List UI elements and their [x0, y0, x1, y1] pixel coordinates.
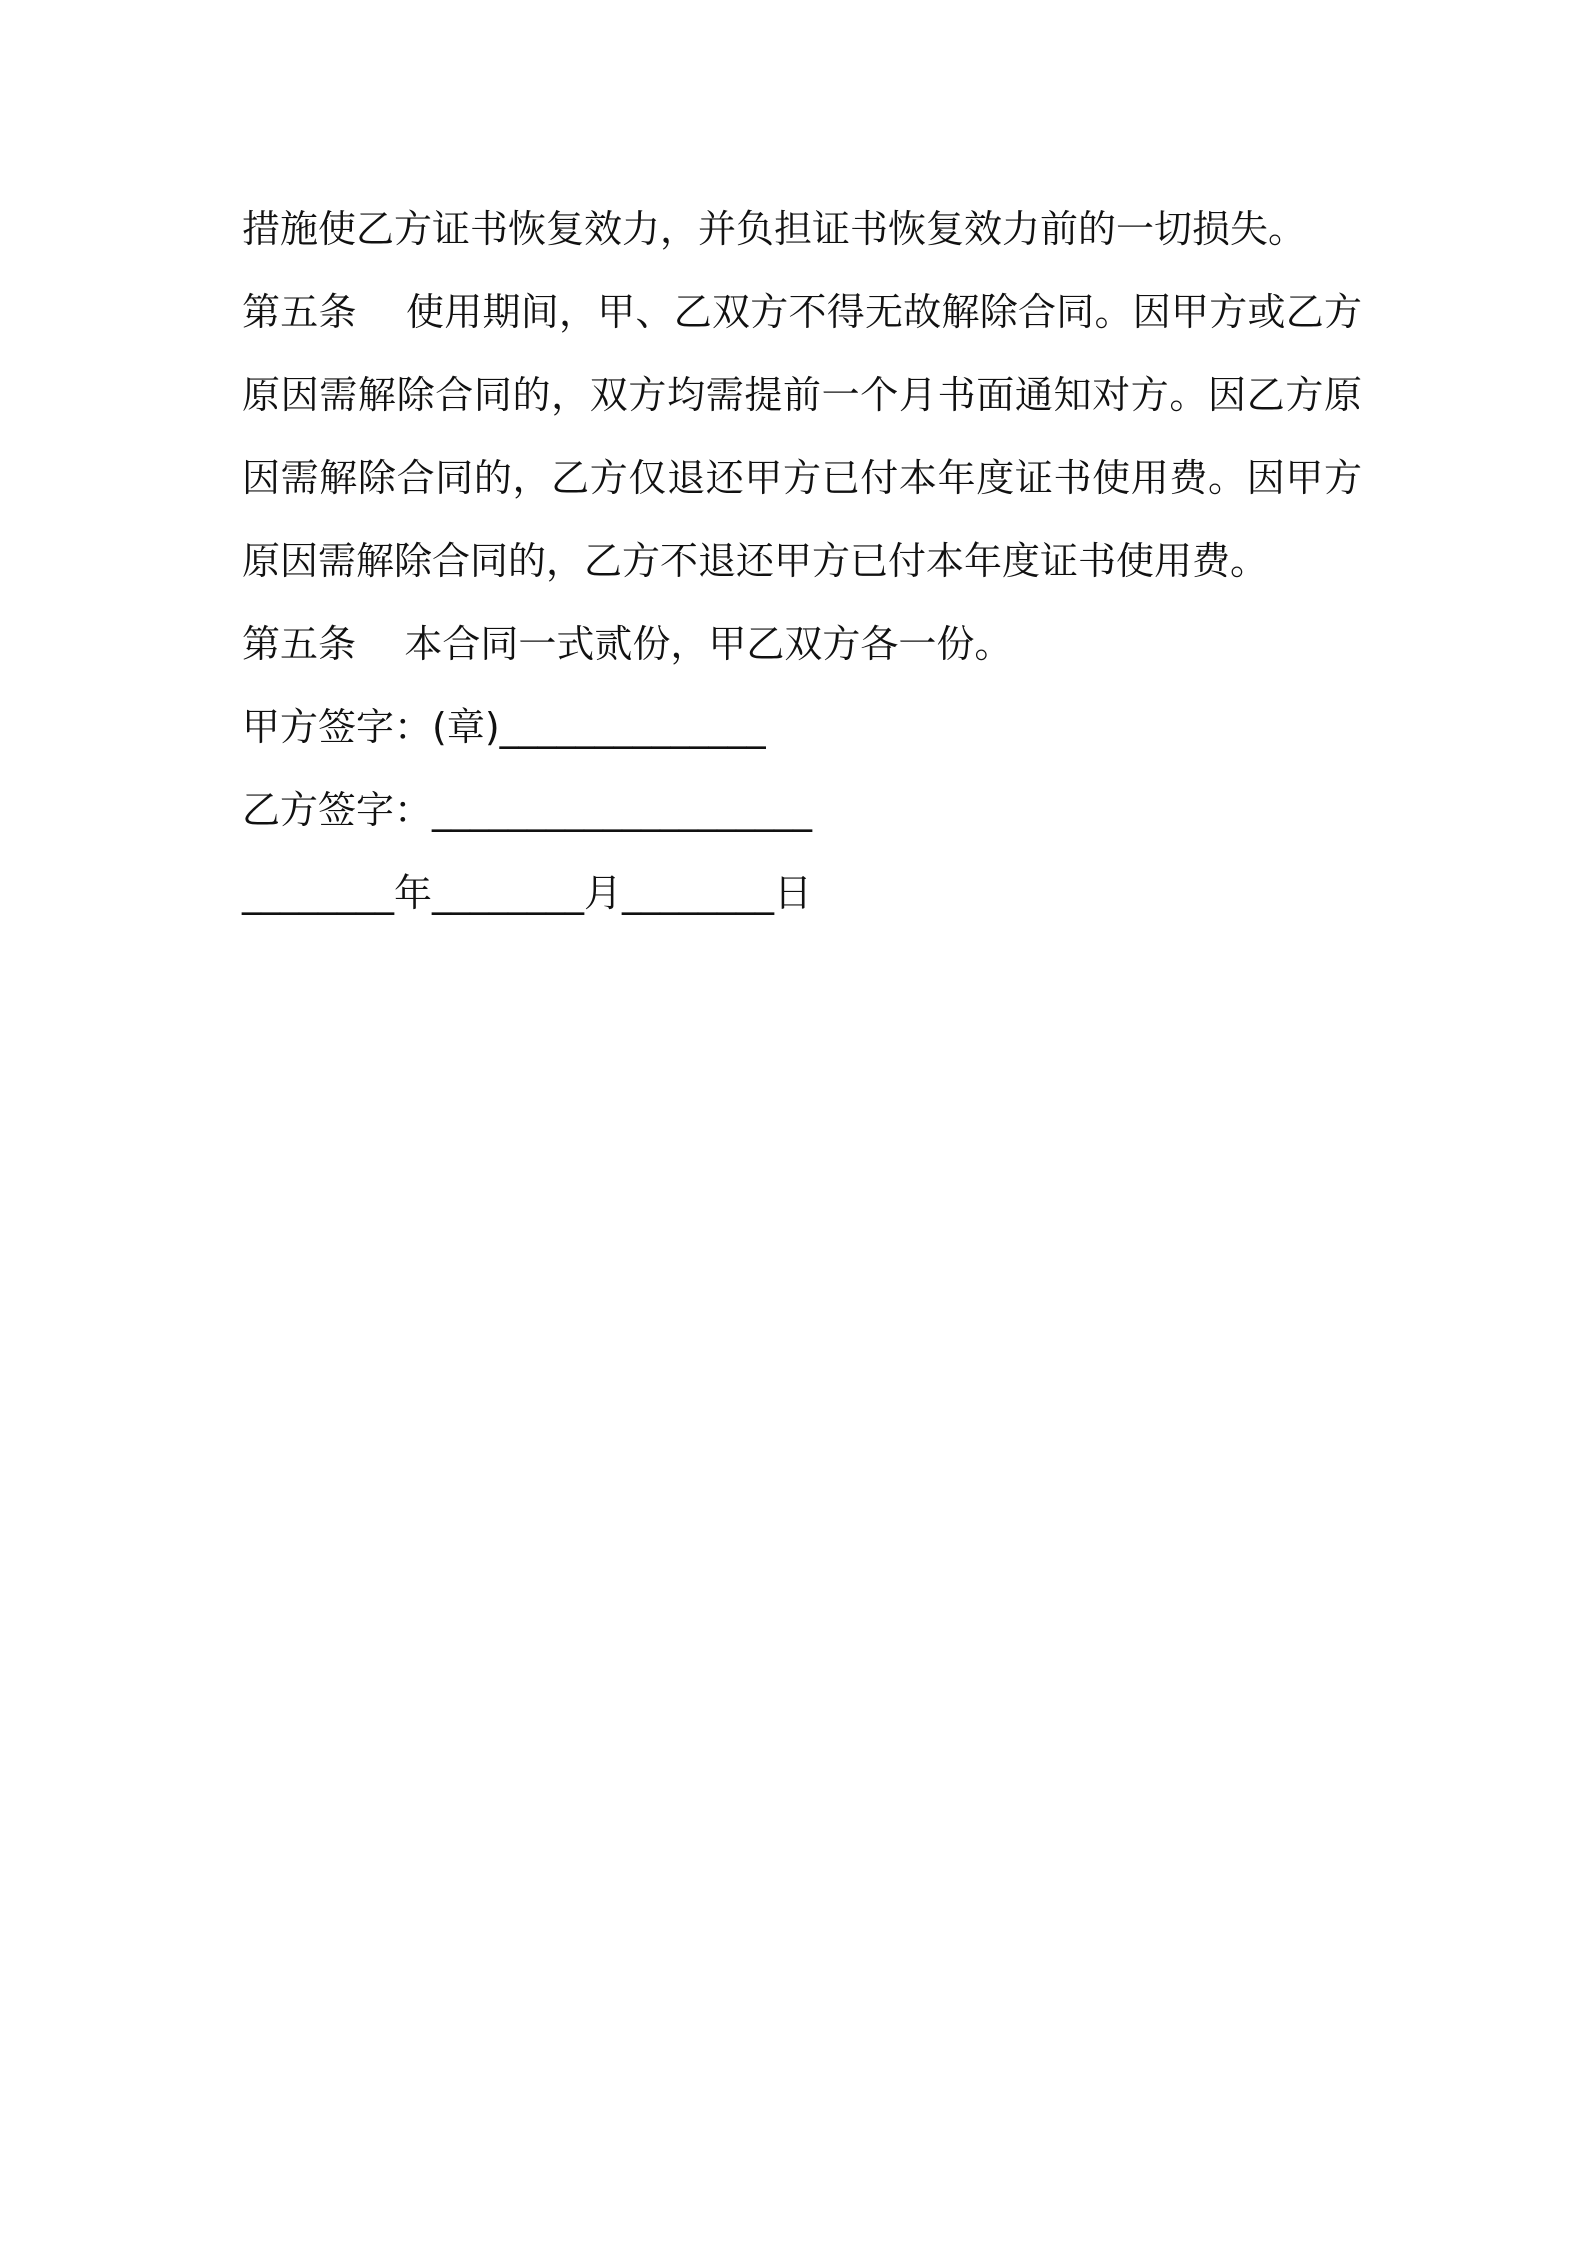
paragraph-termination-clause: 第五条 使用期间，甲、乙双方不得无故解除合同。因甲方或乙方原因需解除合同的，双方均需提前一个月书面通知对方。因乙方原因需解除合同的，乙方仅退还甲方已付本年度证书使用费。因甲方原因需解除合同的，乙方不退还甲方已付本年度证书使用费。 [242, 290, 1362, 583]
party-a-signature-line: 甲方签字：(章)______________ [242, 705, 766, 749]
paragraph-copies-clause: 第五条 本合同一式贰份，甲乙双方各一份。 [242, 622, 1013, 666]
paragraph-loss-clause: 措施使乙方证书恢复效力，并负担证书恢复效力前的一切损失。 [242, 207, 1307, 251]
date-line: ________年________月________日 [242, 871, 813, 915]
party-b-signature-line: 乙方签字：____________________ [242, 788, 813, 832]
document-body [242, 188, 1362, 935]
